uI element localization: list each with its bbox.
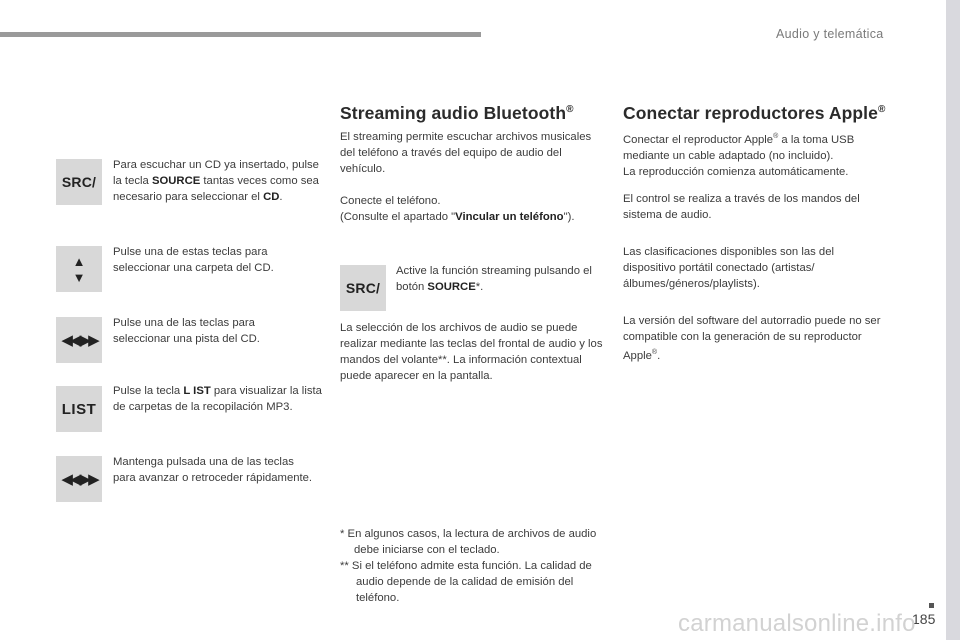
apple-connect-text: Conectar el reproductor Apple® a la toma USB mediante un cable adaptado (no incluido). La reproducción comienza automáticamente. (623, 133, 855, 178)
track-instruction: Pulse una de las teclas para seleccionar una pista del CD. (113, 317, 260, 345)
page-edge-strip (946, 0, 960, 640)
apple-control-text: El control se realiza a través de los mandos del sistema de audio. (623, 193, 860, 221)
watermark: carmanualsonline.info (678, 610, 916, 637)
activate-streaming-text: Active la función streaming pulsando el botón SOURCE*. (396, 265, 592, 293)
list-instruction: Pulse la tecla L IST para visualizar la lista de carpetas de la recopilación MP3. (113, 385, 322, 413)
section-title: Audio y telemática (776, 27, 884, 41)
cd-instruction: Para escuchar un CD ya insertado, pulse la tecla SOURCE tantas veces como sea necesario para seleccionar el CD. (113, 159, 319, 203)
list-key-icon: LIST (56, 386, 102, 432)
bluetooth-streaming-heading: Streaming audio Bluetooth® (340, 103, 574, 123)
folder-instruction: Pulse una de estas teclas para seleccionar una carpeta del CD. (113, 246, 274, 274)
fast-forward-rewind-icon: ◀◀ ▶▶ (56, 456, 102, 502)
page-number: 185 (912, 611, 936, 627)
header-rule (0, 32, 481, 37)
src-key-icon: SRC/ (56, 159, 102, 205)
src-key-icon-streaming: SRC/ (340, 265, 386, 311)
apple-software-compat-text: La versión del software del autorradio puede no ser compatible con la generación de su reproductor Apple®. (623, 315, 881, 362)
footnote-2: ** Si el teléfono admite esta función. La calidad de audio depende de la calidad de emisión del teléfono. (340, 560, 592, 604)
apple-players-heading: Conectar reproductores Apple® (623, 103, 886, 123)
connect-phone-text: Conecte el teléfono. (Consulte el apartado "Vincular un teléfono"). (340, 195, 575, 223)
apple-classifications-text: Las clasificaciones disponibles son las del dispositivo portátil conectado (artistas/ álbumes/géneros/playlists). (623, 246, 834, 290)
skip-arrows-icon: ◀◀ ▶▶ (56, 317, 102, 363)
streaming-intro: El streaming permite escuchar archivos musicales del teléfono a través del equipo de audio del vehículo. (340, 131, 592, 175)
file-selection-text: La selección de los archivos de audio se puede realizar mediante las teclas del frontal de audio y los mandos del volante**. La información contextual puede aparecer en la pantalla. (340, 322, 603, 382)
footnote-1: * En algunos casos, la lectura de archivos de audio debe iniciarse con el teclado. (340, 528, 597, 556)
page-marker (929, 603, 934, 608)
fast-seek-instruction: Mantenga pulsada una de las teclas para avanzar o retroceder rápidamente. (113, 456, 313, 484)
up-down-arrow-icon: ▲ ▼ (56, 246, 102, 292)
